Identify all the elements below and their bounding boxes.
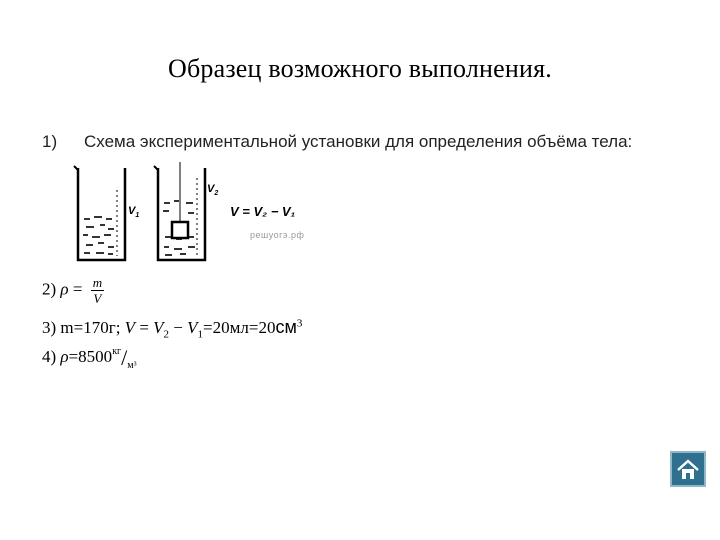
beaker-diagram [70, 160, 220, 265]
step-4: 4) $\rho=8500^{кг}/_{м^3}$ [42, 345, 137, 371]
step-1-text: Схема экспериментальной установки для определения объёма тела: [84, 132, 633, 151]
label-v1: $V_1$ [128, 205, 140, 220]
slide-title: Образец возможного выполнения. [167, 54, 552, 83]
home-button[interactable] [670, 451, 706, 487]
step-2: 2) ρ = $\frac{m}{V}$ [42, 275, 103, 306]
submerged-body [172, 222, 188, 238]
label-v2: $V_2$ [207, 183, 219, 198]
step-3: 3) m=170г; $V = V_2 - V_1=20мл=20см^3$ [42, 317, 303, 341]
beaker-2 [154, 162, 205, 260]
density-fraction: $\frac{m}{V}$ [92, 275, 103, 306]
watermark: решуогэ.рф [250, 230, 305, 240]
beaker-1 [74, 166, 125, 260]
step-1-number: 1) [42, 132, 58, 151]
step-1 [42, 132, 632, 152]
volume-formula: V = V₂ − V₁ [230, 204, 296, 219]
home-icon [672, 453, 704, 485]
